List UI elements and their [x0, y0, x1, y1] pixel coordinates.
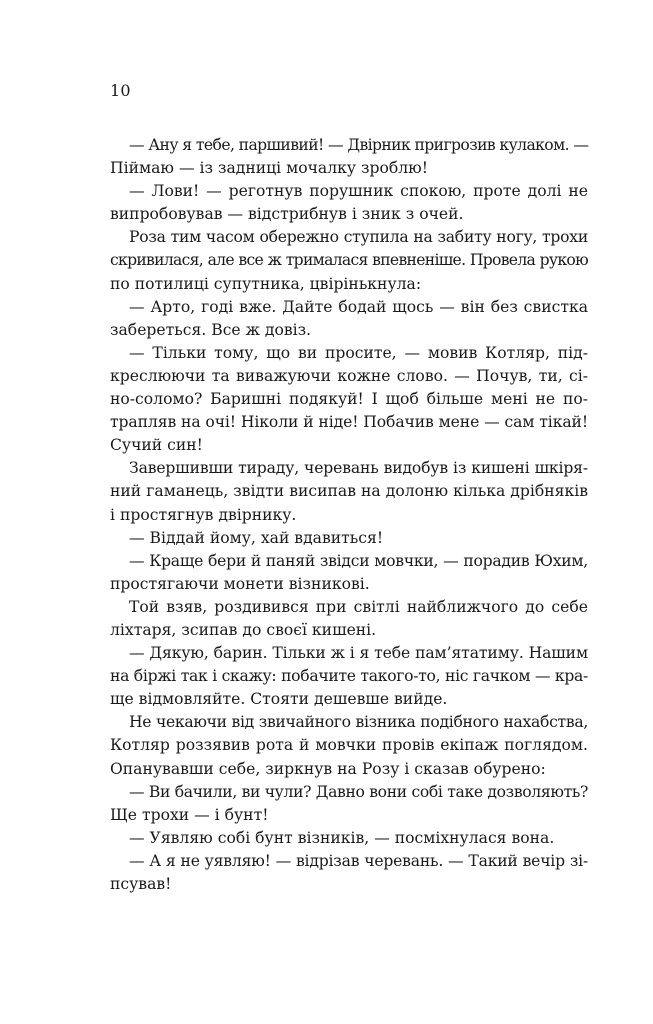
text-line: на біржі так і скажу: побачите такого-то, ніс гачком — кра- [110, 667, 588, 686]
text-line: Той взяв, роздивився при світлі найближчого до себе [129, 597, 588, 616]
text-line: — Ану я тебе, паршивий! — Двірник пригрозив кулаком. — [129, 136, 589, 154]
page-number: 10 [110, 81, 131, 100]
text-line: — Арто, годі вже. Дайте бодай щось — він без свистка [129, 297, 588, 316]
text-line: Опанувавши себе, зиркнув на Розу і сказав обурено: [110, 759, 546, 778]
text-line: — Краще бери й паняй звідси мовчки, — порадив Юхим, [129, 551, 588, 570]
text-line: — Тільки тому, що ви просите, — мовив Котляр, під- [129, 343, 588, 362]
text-line: ліхтаря, зсипав до своєї кишені. [110, 620, 377, 639]
body-text [110, 134, 588, 896]
text-line: псував! [110, 875, 172, 893]
text-line: випробовував — відстрибнув і зник з очей. [110, 205, 464, 224]
text-line: забереться. Все ж довіз. [110, 320, 312, 339]
text-line: — А я не уявляю! — відрізав черевань. — Такий вечір зі- [129, 851, 588, 870]
text-line: ще відмовляйте. Стояти дешевше вийде. [110, 690, 448, 709]
text-line: Ще трохи — і бунт! [110, 805, 269, 824]
text-line: Завершивши тираду, черевань видобув із кишені шкіря- [129, 459, 588, 478]
text-line: Сучий син! [110, 436, 203, 455]
text-line: креслюючи та виважуючи кожне слово. — Почув, ти, сі- [110, 366, 588, 385]
text-line: Піймаю — із задниці мочалку зроблю! [110, 159, 429, 178]
text-line: і простягнув двірнику. [110, 505, 297, 524]
text-line: — Ви бачили, ви чули? Давно вони собі таке дозволяють? [129, 782, 588, 801]
text-line: Котляр роззявив рота й мовчки провів екіпаж поглядом. [110, 736, 588, 755]
text-line: — Уявляю собі бунт візників, — посміхнулася вона. [129, 828, 555, 847]
text-line: — Віддай йому, хай вдавиться! [129, 528, 384, 547]
text-line: — Дякую, барин. Тільки ж і я тебе пам’ятатиму. Нашим [129, 644, 588, 663]
text-line: но-соломо? Баришні подякуй! І щоб більше мені не по- [110, 390, 588, 409]
text-line: трапляв на очі! Ніколи й ніде! Побачив мене — сам тікай! [110, 413, 588, 432]
text-line: Роза тим часом обережно ступила на забиту ногу, трохи [129, 228, 588, 247]
text-line: скривилася, але все ж трималася впевненіше. Провела рукою [110, 251, 588, 270]
text-line: Не чекаючи від звичайного візника подібного нахабства, [129, 713, 588, 732]
text-line: простягаючи монети візникові. [110, 574, 370, 593]
text-line: — Лови! — реготнув порушник спокою, проте долі не [129, 182, 588, 201]
text-line: ний гаманець, звідти висипав на долоню кілька дрібняків [110, 482, 588, 501]
text-line: по потилиці супутника, цвірінькнула: [110, 274, 422, 293]
